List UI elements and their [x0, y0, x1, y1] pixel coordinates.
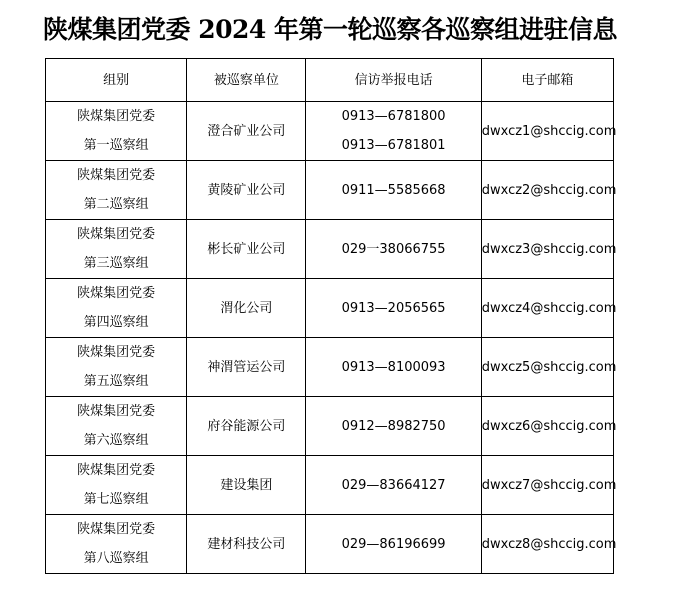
- group-line2: 第七巡察组: [83, 492, 149, 507]
- group-cell: [46, 397, 187, 456]
- unit-cell: 黄陵矿业公司: [187, 161, 306, 220]
- table-row: [46, 220, 614, 279]
- inspection-info-table: [45, 58, 617, 574]
- email-cell: dwxcz4@shccig.com: [481, 279, 613, 338]
- group-line2: 第五巡察组: [83, 374, 149, 389]
- email-cell: dwxcz3@shccig.com: [481, 220, 613, 279]
- group-line2: 第八巡察组: [83, 551, 149, 566]
- group-line2: 第三巡察组: [83, 256, 149, 271]
- unit-cell: 府谷能源公司: [187, 397, 306, 456]
- group-line1: 陕煤集团党委: [77, 168, 156, 183]
- table-row: [46, 102, 614, 161]
- group-line1: 陕煤集团党委: [77, 404, 156, 419]
- phone-cell: 0913—8100093: [306, 338, 481, 397]
- group-line1: 陕煤集团党委: [77, 109, 156, 124]
- unit-cell: 建设集团: [187, 456, 306, 515]
- group-line1: 陕煤集团党委: [77, 227, 156, 242]
- phone-cell: 029—86196699: [306, 515, 481, 574]
- group-cell: [46, 220, 187, 279]
- phone-line1: 0913—6781800: [341, 109, 446, 124]
- group-line2: 第四巡察组: [83, 315, 149, 330]
- header-email: 电子邮箱: [481, 59, 613, 102]
- email-cell: dwxcz8@shccig.com: [481, 515, 613, 574]
- table-header-row: [46, 59, 614, 102]
- group-line2: 第六巡察组: [83, 433, 149, 448]
- email-cell: dwxcz1@shccig.com: [481, 102, 613, 161]
- table-row: [46, 397, 614, 456]
- group-line2: 第二巡察组: [83, 197, 149, 212]
- group-cell: [46, 456, 187, 515]
- group-cell: [46, 102, 187, 161]
- table-row: [46, 515, 614, 574]
- unit-cell: 建材科技公司: [187, 515, 306, 574]
- group-line1: 陕煤集团党委: [77, 522, 156, 537]
- phone-cell: 0911—5585668: [306, 161, 481, 220]
- header-group: 组别: [46, 59, 187, 102]
- phone-cell: 029一38066755: [306, 220, 481, 279]
- unit-cell: 神渭管运公司: [187, 338, 306, 397]
- group-cell: [46, 338, 187, 397]
- email-cell: dwxcz2@shccig.com: [481, 161, 613, 220]
- phone-cell: [306, 102, 481, 161]
- phone-cell: 0912—8982750: [306, 397, 481, 456]
- group-line1: 陕煤集团党委: [77, 463, 156, 478]
- group-line1: 陕煤集团党委: [77, 286, 156, 301]
- group-line2: 第一巡察组: [83, 138, 149, 153]
- phone-cell: 029—83664127: [306, 456, 481, 515]
- phone-line2: 0913—6781801: [341, 138, 446, 153]
- group-line1: 陕煤集团党委: [77, 345, 156, 360]
- phone-cell: 0913—2056565: [306, 279, 481, 338]
- header-phone: 信访举报电话: [306, 59, 481, 102]
- table-row: [46, 161, 614, 220]
- email-cell: dwxcz6@shccig.com: [481, 397, 613, 456]
- table-row: [46, 279, 614, 338]
- group-cell: [46, 515, 187, 574]
- table-row: [46, 338, 614, 397]
- header-unit: 被巡察单位: [187, 59, 306, 102]
- unit-cell: 澄合矿业公司: [187, 102, 306, 161]
- email-cell: dwxcz5@shccig.com: [481, 338, 613, 397]
- table-row: [46, 456, 614, 515]
- email-cell: dwxcz7@shccig.com: [481, 456, 613, 515]
- group-cell: [46, 279, 187, 338]
- unit-cell: 渭化公司: [187, 279, 306, 338]
- unit-cell: 彬长矿业公司: [187, 220, 306, 279]
- document-title: 陕煤集团党委 2024 年第一轮巡察各巡察组进驻信息: [43, 15, 617, 44]
- group-cell: [46, 161, 187, 220]
